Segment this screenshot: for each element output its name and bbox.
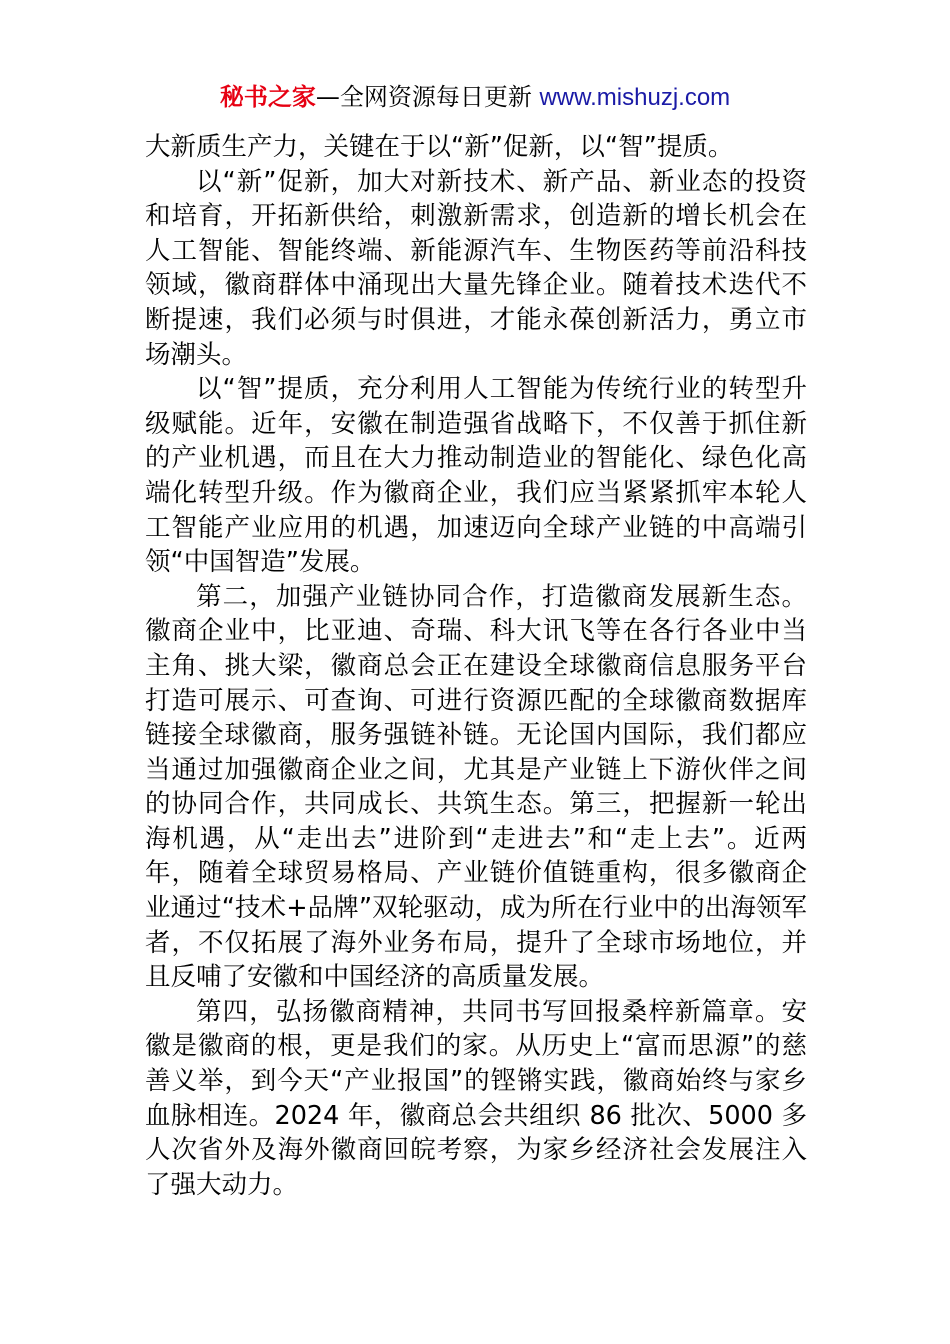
site-tagline: —全网资源每日更新 xyxy=(315,83,540,111)
paragraph-3: 以“智”提质，充分利用人工智能为传统行业的转型升级赋能。近年，安徽在制造强省战略下，不仅善于抓住新的产业机遇，而且在大力推动制造业的智能化、绿色化高端化转型升级。作为徽商企业，我们应当紧紧抓牢本轮人工智能产业应用的机遇，加速迈向全球产业链的中高端引领“中国智造”发展。 xyxy=(145,374,807,578)
page-header xyxy=(0,80,950,115)
paragraph-4: 第二，加强产业链协同合作，打造徽商发展新生态。徽商企业中，比亚迪、奇瑞、科大讯飞等在各行各业中当主角、挑大梁，徽商总会正在建设全球徽商信息服务平台打造可展示、可查询、可进行资源匹配的全球徽商数据库链接全球徽商，服务强链补链。无论国内国际，我们都应当通过加强徽商企业之间，尤其是产业链上下游伙伴之间的协同合作，共同成长、共筑生态。第三，把握新一轮出海机遇，从“走出去”进阶到“走进去”和“走上去”。近两年，随着全球贸易格局、产业链价值链重构，很多徽商企业通过“技术+品牌”双轮驱动，成为所在行业中的出海领军者，不仅拓展了海外业务布局，提升了全球市场地位，并且反哺了安徽和中国经济的高质量发展。 xyxy=(145,581,807,993)
site-url-link[interactable]: www.mishuzj.com xyxy=(539,84,731,111)
paragraph-5: 第四，弘扬徽商精神，共同书写回报桑梓新篇章。安徽是徽商的根，更是我们的家。从历史上“富而思源”的慈善义举，到今天“产业报国”的铿锵实践，徽商始终与家乡血脉相连。2024 年，徽商总会共组织 86 批次、5000 多人次省外及海外徽商回皖考察，为家乡经济社会发展注入了强大动力。 xyxy=(145,996,807,1200)
site-brand: 秘书之家 xyxy=(219,83,316,111)
article-body xyxy=(145,130,807,1202)
paragraph-1: 大新质生产力，关键在于以“新”促新，以“智”提质。 xyxy=(145,132,734,162)
paragraph-2: 以“新”促新，加大对新技术、新产品、新业态的投资和培育，开拓新供给，刺激新需求，创造新的增长机会在人工智能、智能终端、新能源汽车、生物医药等前沿科技领域，徽商群体中涌现出大量先锋企业。随着技术迭代不断提速，我们必须与时俱进，才能永葆创新活力，勇立市场潮头。 xyxy=(145,166,807,370)
